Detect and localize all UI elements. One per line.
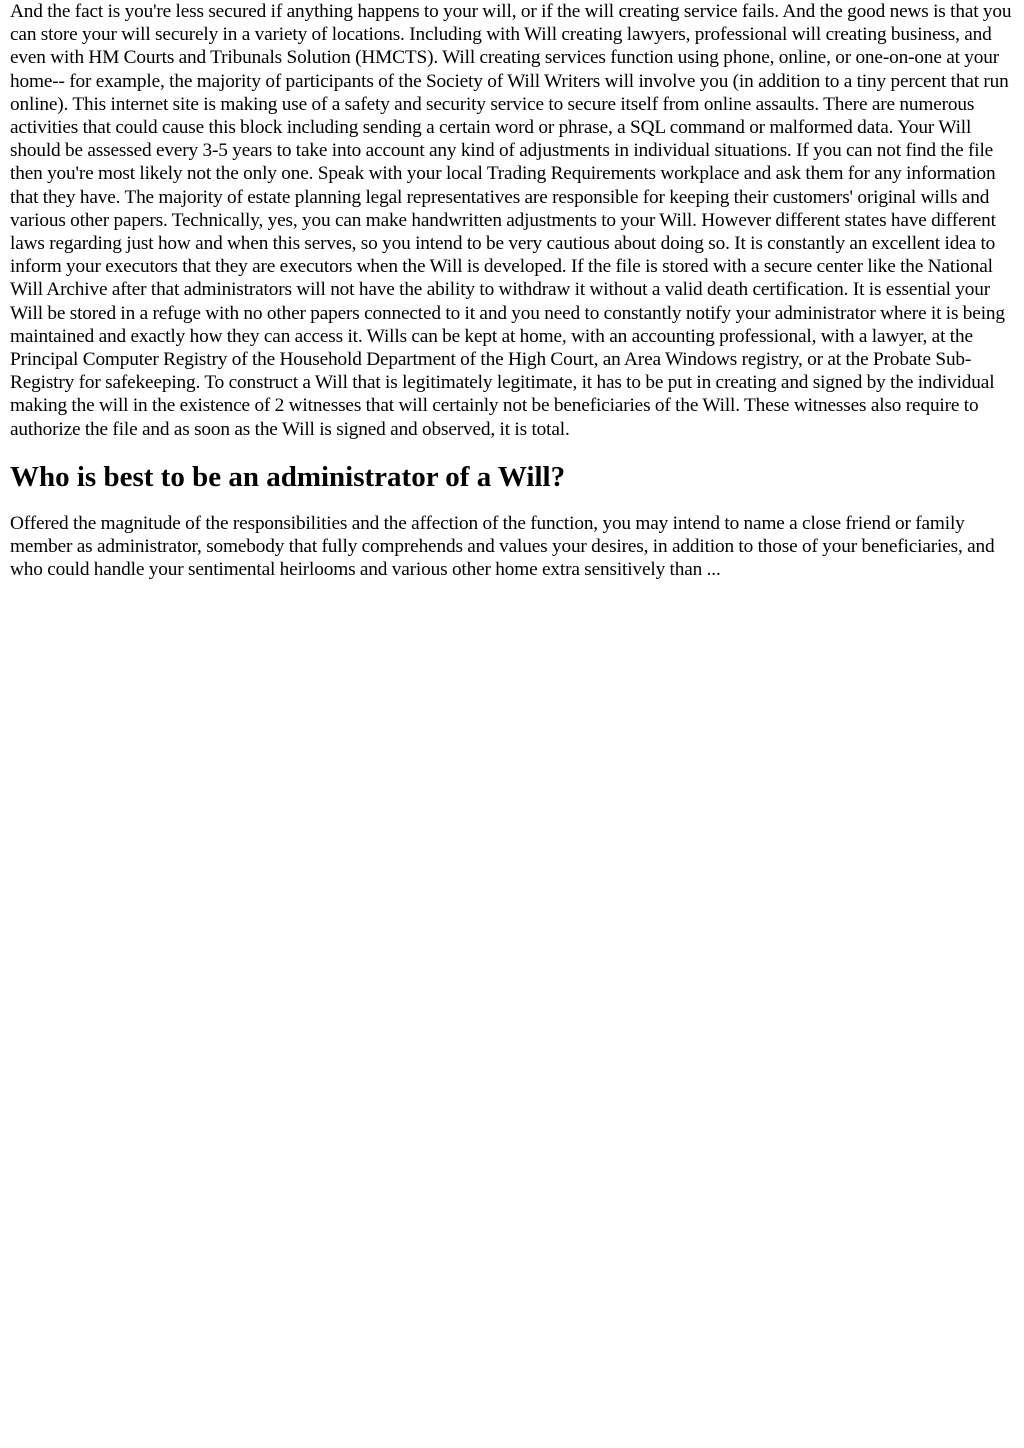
article-paragraph: Offered the magnitude of the responsibilities and the affection of the function, you may intend to name a close friend or family member as administrator, somebody that fully comprehends and values your desires, in addition to those of your beneficiaries, and who could handle your sentimental heirlooms and various other home extra sensitively than ... (10, 512, 995, 581)
section-heading: Who is best to be an administrator of a Will? (10, 460, 566, 493)
article-paragraph: And the fact is you're less secured if anything happens to your will, or if the will creating service fails. And the good news is that you can store your will securely in a variety of locations. Including with Will creating lawyers, professional will creating business, and even with HM Courts and Tribunals Solution (HMCTS). Will creating services function using phone, online, or one-on-one at your home-- for example, the majority of participants of the Society of Will Writers will involve you (in addition to a tiny percent that run online). This internet site is making use of a safety and security service to secure itself from online assaults. There are numerous activities that could cause this block including sending a certain word or phrase, a SQL command or malformed data. Your Will should be assessed every 3-5 years to take into account any kind of adjustments in individual situations. If you can not find the file then you're most likely not the only one. Speak with your local Trading Requirements workplace and ask them for any information that they have. The majority of estate planning legal representatives are responsible for keeping their customers' original wills and various other papers. Technically, yes, you can make handwritten adjustments to your Will. However different states have different laws regarding just how and when this serves, so you intend to be very cautious about doing so. It is constantly an excellent idea to inform your executors that they are executors when the Will is developed. If the file is stored with a secure center like the National Will Archive after that administrators will not have the ability to withdraw it without a valid death certification. It is essential your Will be stored in a refuge with no other papers connected to it and you need to constantly notify your administrator where it is being maintained and exactly how they can access it. Wills can be kept at home, with an accounting professional, with a lawyer, at the Principal Computer Registry of the Household Department of the High Court, an Area Windows registry, or at the Probate Sub-Registry for safekeeping. To construct a Will that is legitimately legitimate, it has to be put in creating and signed by the individual making the will in the existence of 2 witnesses that will certainly not be beneficiaries of the Will. These witnesses also require to authorize the file and as soon as the Will is signed and observed, it is total. (10, 1, 1012, 440)
article-body (10, 0, 1014, 581)
